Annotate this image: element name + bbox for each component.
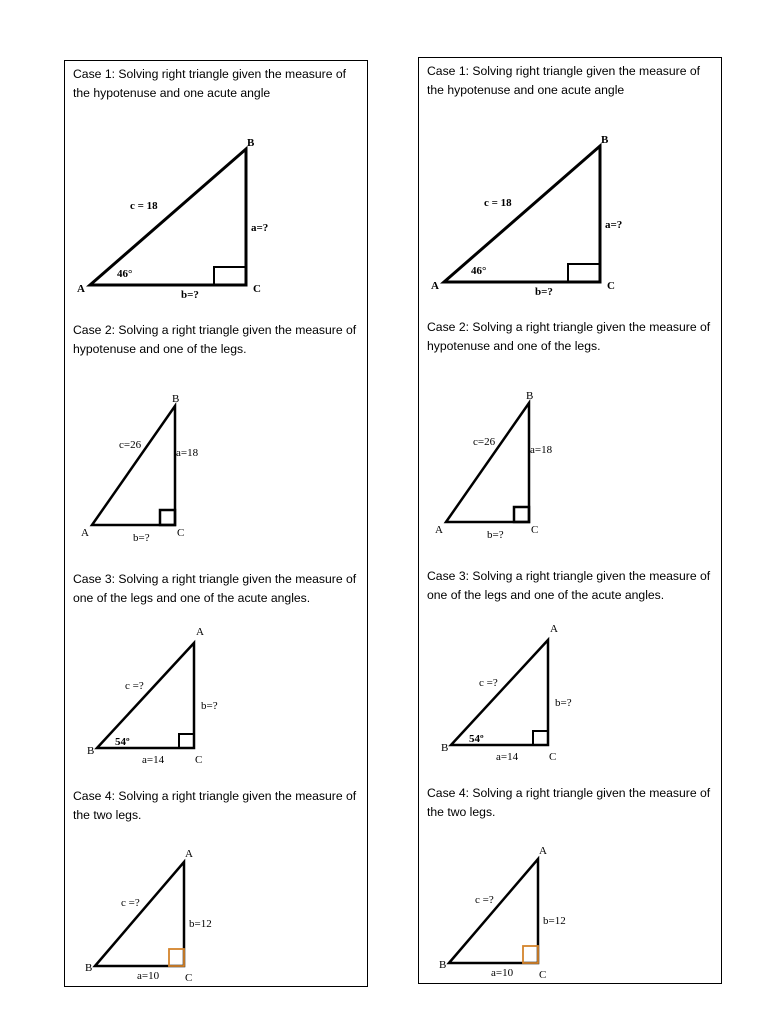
case-3-hypotenuse-label-copy: c =?	[479, 677, 498, 689]
case-2-triangle-diagram-copy	[419, 383, 723, 553]
case-4-vertex-right-label: C	[185, 972, 193, 984]
case-3-vertex-top-label-copy: A	[550, 623, 558, 635]
case-2-vertex-left-label-copy: A	[435, 524, 443, 536]
case-2-vertical-leg-label-copy: a=18	[530, 444, 553, 456]
case-4-triangle-diagram-copy	[419, 838, 723, 998]
case-3-angle-label: 54º	[115, 736, 130, 748]
case-2-base-leg-label-copy: b=?	[487, 529, 504, 541]
case-4-vertex-top-label: A	[185, 848, 193, 860]
case-3-triangle-diagram	[65, 621, 369, 781]
case-1-vertex-top-label-copy: B	[601, 134, 609, 146]
case-2-base-leg-label: b=?	[133, 532, 150, 544]
case-2-vertex-right-label: C	[177, 527, 185, 539]
case-4-vertex-left-label: B	[85, 962, 93, 974]
case-4-base-leg-label-copy: a=10	[491, 967, 514, 979]
case-2-vertex-left-label: A	[81, 527, 89, 539]
case-4-title-copy: Case 4: Solving a right triangle given the measure of the two legs.	[427, 786, 711, 819]
case-2-vertex-right-label-copy: C	[531, 524, 539, 536]
case-4-hypotenuse-label: c =?	[121, 897, 140, 909]
case-4-hypotenuse-label-copy: c =?	[475, 894, 494, 906]
case-3-vertical-leg-label: b=?	[201, 700, 218, 712]
case-4-vertex-left-label-copy: B	[439, 959, 447, 971]
case-2-hypotenuse-label: c=26	[119, 439, 142, 451]
case-2-hypotenuse-label-copy: c=26	[473, 436, 496, 448]
case-1-angle-label: 46°	[117, 268, 133, 280]
case-2-vertex-top-label: B	[172, 393, 180, 405]
case-1-base-leg-label-copy: b=?	[535, 286, 553, 298]
case-2-vertex-top-label-copy: B	[526, 390, 534, 402]
case-3-angle-label-copy: 54º	[469, 733, 484, 745]
case-3-title-copy: Case 3: Solving a right triangle given the measure of one of the legs and one of the acute angles.	[427, 569, 711, 602]
case-3-vertex-left-label: B	[87, 745, 95, 757]
case-1-hypotenuse-label: c = 18	[130, 200, 158, 212]
case-3-vertex-top-label: A	[196, 626, 204, 638]
case-1-vertical-leg-label: a=?	[251, 222, 269, 234]
case-2-vertical-leg-label: a=18	[176, 447, 199, 459]
worksheet-panel-right	[418, 57, 722, 984]
case-1-vertex-right-label: C	[253, 283, 261, 295]
case-1-base-leg-label: b=?	[181, 289, 199, 301]
case-1-vertex-right-label-copy: C	[607, 280, 615, 292]
case-2-title-copy: Case 2: Solving a right triangle given the measure of hypotenuse and one of the legs.	[427, 320, 711, 353]
case-4-triangle-diagram	[65, 841, 369, 1001]
case-4-vertex-right-label-copy: C	[539, 969, 547, 981]
case-4-vertex-top-label-copy: A	[539, 845, 547, 857]
case-4-vertical-leg-label-copy: b=12	[543, 915, 566, 927]
case-1-triangle-diagram-copy	[419, 128, 723, 328]
case-1-vertex-left-label: A	[77, 283, 85, 295]
case-3-triangle-diagram-copy	[419, 618, 723, 778]
case-4-title: Case 4: Solving a right triangle given the measure of the two legs.	[73, 789, 357, 822]
case-1-triangle-diagram	[65, 131, 369, 331]
case-1-hypotenuse-label-copy: c = 18	[484, 197, 512, 209]
case-1-angle-label-copy: 46°	[471, 265, 487, 277]
case-1-title: Case 1: Solving right triangle given the measure of the hypotenuse and one acute angle	[73, 67, 347, 100]
case-3-hypotenuse-label: c =?	[125, 680, 144, 692]
case-1-title-copy: Case 1: Solving right triangle given the measure of the hypotenuse and one acute angle	[427, 64, 701, 97]
worksheet-panel-left	[64, 60, 368, 987]
case-2-triangle-diagram	[65, 386, 369, 556]
case-3-base-leg-label-copy: a=14	[496, 751, 519, 763]
case-1-vertical-leg-label-copy: a=?	[605, 219, 623, 231]
case-3-vertical-leg-label-copy: b=?	[555, 697, 572, 709]
case-4-vertical-leg-label: b=12	[189, 918, 212, 930]
case-3-vertex-right-label-copy: C	[549, 751, 557, 763]
case-1-vertex-left-label-copy: A	[431, 280, 439, 292]
case-4-base-leg-label: a=10	[137, 970, 160, 982]
case-2-title: Case 2: Solving a right triangle given the measure of hypotenuse and one of the legs.	[73, 323, 357, 356]
case-1-vertex-top-label: B	[247, 137, 255, 149]
case-3-vertex-left-label-copy: B	[441, 742, 449, 754]
case-3-title: Case 3: Solving a right triangle given the measure of one of the legs and one of the acute angles.	[73, 572, 357, 605]
case-3-vertex-right-label: C	[195, 754, 203, 766]
case-3-base-leg-label: a=14	[142, 754, 165, 766]
